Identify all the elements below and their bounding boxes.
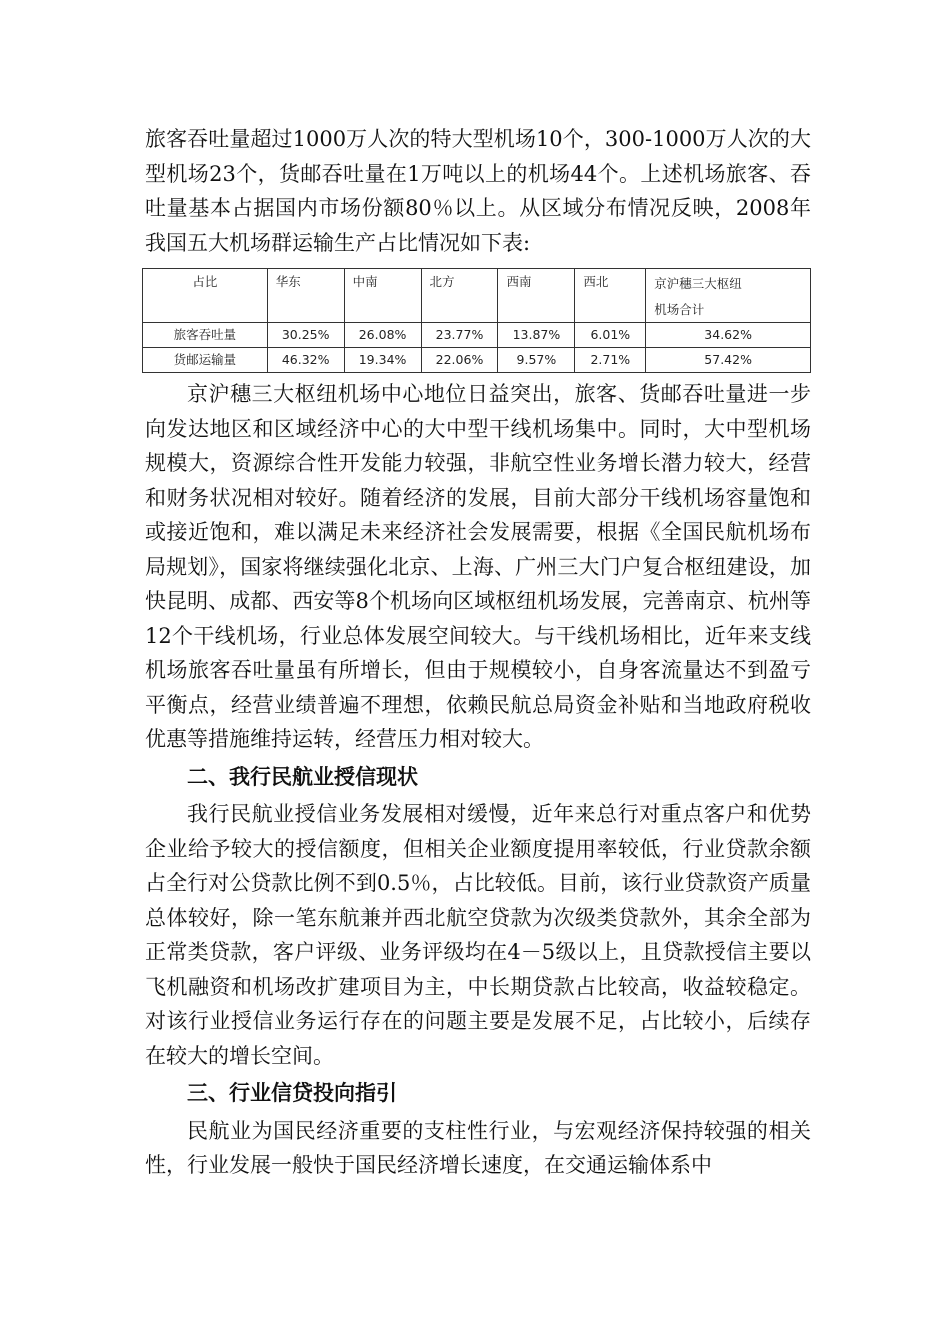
table-cell: 46.32%: [267, 348, 344, 373]
table-row: [143, 348, 811, 373]
section-heading-credit-status: 二、我行民航业授信现状: [187, 763, 418, 789]
table-header-cell: 华东: [267, 269, 344, 323]
table-header-cell: 占比: [143, 269, 268, 323]
table-cell: 货邮运输量: [143, 348, 268, 373]
table-row: [143, 323, 811, 348]
table-cell: 9.57%: [498, 348, 575, 373]
paragraph-airport-stats: 旅客吞吐量超过1000万人次的特大型机场10个，300-1000万人次的大型机场23个，货邮吞吐量在1万吨以上的机场44个。上述机场旅客、吞吐量基本占据国内市场份额80％以上。从区域分布情况反映，2008年我国五大机场群运输生产占比情况如下表:: [145, 127, 811, 255]
table-cell: 57.42%: [646, 348, 811, 373]
paragraph-hub-airports: 京沪穗三大枢纽机场中心地位日益突出，旅客、货邮吞吐量进一步向发达地区和区域经济中心的大中型干线机场集中。同时，大中型机场规模大，资源综合性开发能力较强，非航空性业务增长潜力较大，经营和财务状况相对较好。随着经济的发展，目前大部分干线机场容量饱和或接近饱和，难以满足未来经济社会发展需要，根据《全国民航机场布局规划》，国家将继续强化北京、上海、广州三大门户复合枢纽建设，加快昆明、成都、西安等8个机场向区域枢纽机场发展，完善南京、杭州等12个干线机场，行业总体发展空间较大。与干线机场相比，近年来支线机场旅客吞吐量虽有所增长，但由于规模较小，自身客流量达不到盈亏平衡点，经营业绩普遍不理想，依赖民航总局资金补贴和当地政府税收优惠等措施维持运转，经营压力相对较大。: [145, 382, 811, 751]
paragraph-credit-status: 我行民航业授信业务发展相对缓慢，近年来总行对重点客户和优势企业给予较大的授信额度，但相关企业额度提用率较低，行业贷款余额占全行对公贷款比例不到0.5％，占比较低。目前，该行业贷款资产质量总体较好，除一笔东航兼并西北航空贷款为次级类贷款外，其余全部为正常类贷款，客户评级、业务评级均在4－5级以上，且贷款授信主要以飞机融资和机场改扩建项目为主，中长期贷款占比较高，收益较稳定。对该行业授信业务运行存在的问题主要是发展不足，占比较小，后续存在较大的增长空间。: [145, 802, 811, 1068]
table-header-cell: 西南: [498, 269, 575, 323]
table-cell: 旅客吞吐量: [143, 323, 268, 348]
table-header-cell: 北方: [421, 269, 498, 323]
table-cell: 13.87%: [498, 323, 575, 348]
table-header-cell: 京沪穗三大枢纽 机场合计: [646, 269, 811, 323]
table-cell: 30.25%: [267, 323, 344, 348]
paragraph-credit-guidance: 民航业为国民经济重要的支柱性行业，与宏观经济保持较强的相关性，行业发展一般快于国民经济增长速度，在交通运输体系中: [145, 1118, 811, 1177]
table-cell: 34.62%: [646, 323, 811, 348]
table-header-cell: 西北: [575, 269, 646, 323]
table-cell: 6.01%: [575, 323, 646, 348]
table-cell: 26.08%: [344, 323, 421, 348]
table-header-row: [143, 269, 811, 323]
table-cell: 2.71%: [575, 348, 646, 373]
table-cell: 23.77%: [421, 323, 498, 348]
table-cell: 19.34%: [344, 348, 421, 373]
airport-share-table: [142, 268, 811, 373]
section-heading-credit-guidance: 三、行业信贷投向指引: [187, 1080, 397, 1105]
document-page: [145, 122, 811, 1183]
table-header-cell: 中南: [344, 269, 421, 323]
table-cell: 22.06%: [421, 348, 498, 373]
